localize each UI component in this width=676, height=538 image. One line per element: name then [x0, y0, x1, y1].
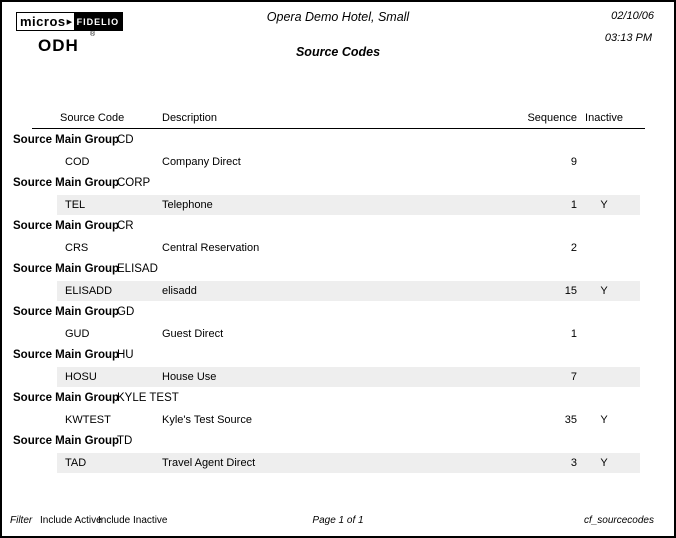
cell-inactive: Y — [600, 414, 608, 426]
page-number: Page 1 of 1 — [312, 515, 364, 526]
table-row — [2, 322, 674, 346]
cell-sequence: 1 — [570, 199, 577, 211]
group-label: Source Main Group — [13, 392, 120, 404]
cell-source-code: GUD — [65, 328, 90, 340]
group-name: HU — [117, 349, 134, 361]
table-row — [2, 408, 674, 432]
cell-source-code: TAD — [65, 457, 87, 469]
group-row — [2, 432, 674, 451]
header-divider-line — [32, 128, 645, 129]
cell-sequence: 35 — [564, 414, 577, 426]
include-active-label: Include Active — [40, 515, 102, 526]
column-header-description: Description — [162, 112, 218, 124]
logo-fidelio-text: FIDELIO — [74, 13, 123, 30]
group-name: GD — [117, 306, 135, 318]
cell-sequence: 9 — [570, 156, 577, 168]
report-date: 02/10/06 — [611, 10, 654, 22]
cell-source-code: CRS — [65, 242, 89, 254]
hotel-name: Opera Demo Hotel, Small — [266, 10, 410, 24]
cell-description: Travel Agent Direct — [162, 457, 256, 469]
table-row — [2, 193, 674, 217]
cell-source-code: COD — [65, 156, 90, 168]
group-row — [2, 389, 674, 408]
group-label: Source Main Group — [13, 435, 120, 447]
group-label: Source Main Group — [13, 177, 120, 189]
report-file-name: cf_sourcecodes — [583, 515, 654, 526]
cell-description: Guest Direct — [162, 328, 224, 340]
cell-description: Telephone — [162, 199, 213, 211]
group-row — [2, 303, 674, 322]
table-row — [2, 279, 674, 303]
cell-sequence: 1 — [570, 328, 577, 340]
report-time: 03:13 PM — [604, 32, 652, 44]
cell-description: elisadd — [162, 285, 197, 297]
group-row — [2, 346, 674, 365]
cell-inactive: Y — [600, 285, 608, 297]
cell-source-code: ELISADD — [65, 285, 113, 297]
cell-sequence: 3 — [570, 457, 577, 469]
group-name: TD — [117, 435, 133, 447]
registered-trademark-icon: ® — [90, 31, 96, 38]
group-label: Source Main Group — [13, 306, 120, 318]
group-row — [2, 131, 674, 150]
group-row — [2, 217, 674, 236]
cell-source-code: KWTEST — [65, 414, 111, 426]
group-name: CD — [117, 134, 134, 146]
logo-micros-text: micros ▸ — [17, 13, 74, 30]
group-row — [2, 174, 674, 193]
group-row — [2, 260, 674, 279]
group-label: Source Main Group — [13, 220, 120, 232]
include-inactive-label: Include Inactive — [98, 515, 168, 526]
cell-sequence: 15 — [564, 285, 577, 297]
cell-sequence: 7 — [570, 371, 577, 383]
group-label: Source Main Group — [13, 349, 120, 361]
report-footer — [2, 514, 674, 528]
table-body — [2, 131, 674, 475]
column-header-sequence: Sequence — [527, 112, 577, 124]
table-column-headers — [2, 108, 674, 128]
report-title: Source Codes — [295, 45, 381, 59]
group-name: KYLE TEST — [117, 392, 179, 404]
table-row — [2, 236, 674, 260]
group-name: CORP — [117, 177, 151, 189]
cell-source-code: HOSU — [65, 371, 97, 383]
cell-inactive: Y — [600, 199, 608, 211]
group-name: ELISAD — [117, 263, 158, 275]
cell-description: Central Reservation — [162, 242, 260, 254]
cell-description: Kyle's Test Source — [162, 414, 252, 426]
cell-description: Company Direct — [162, 156, 241, 168]
chevron-right-icon: ▸ — [66, 16, 73, 28]
cell-source-code: TEL — [65, 199, 86, 211]
group-name: CR — [117, 220, 134, 232]
cell-inactive: Y — [600, 457, 608, 469]
property-code: ODH — [38, 36, 79, 55]
table-row — [2, 365, 674, 389]
cell-description: House Use — [162, 371, 217, 383]
group-label: Source Main Group — [13, 134, 120, 146]
cell-sequence: 2 — [570, 242, 577, 254]
table-row — [2, 150, 674, 174]
group-label: Source Main Group — [13, 263, 120, 275]
column-header-source-code: Source Code — [60, 112, 125, 124]
column-header-inactive: Inactive — [585, 112, 623, 124]
filter-label: Filter — [10, 515, 33, 526]
table-row — [2, 451, 674, 475]
